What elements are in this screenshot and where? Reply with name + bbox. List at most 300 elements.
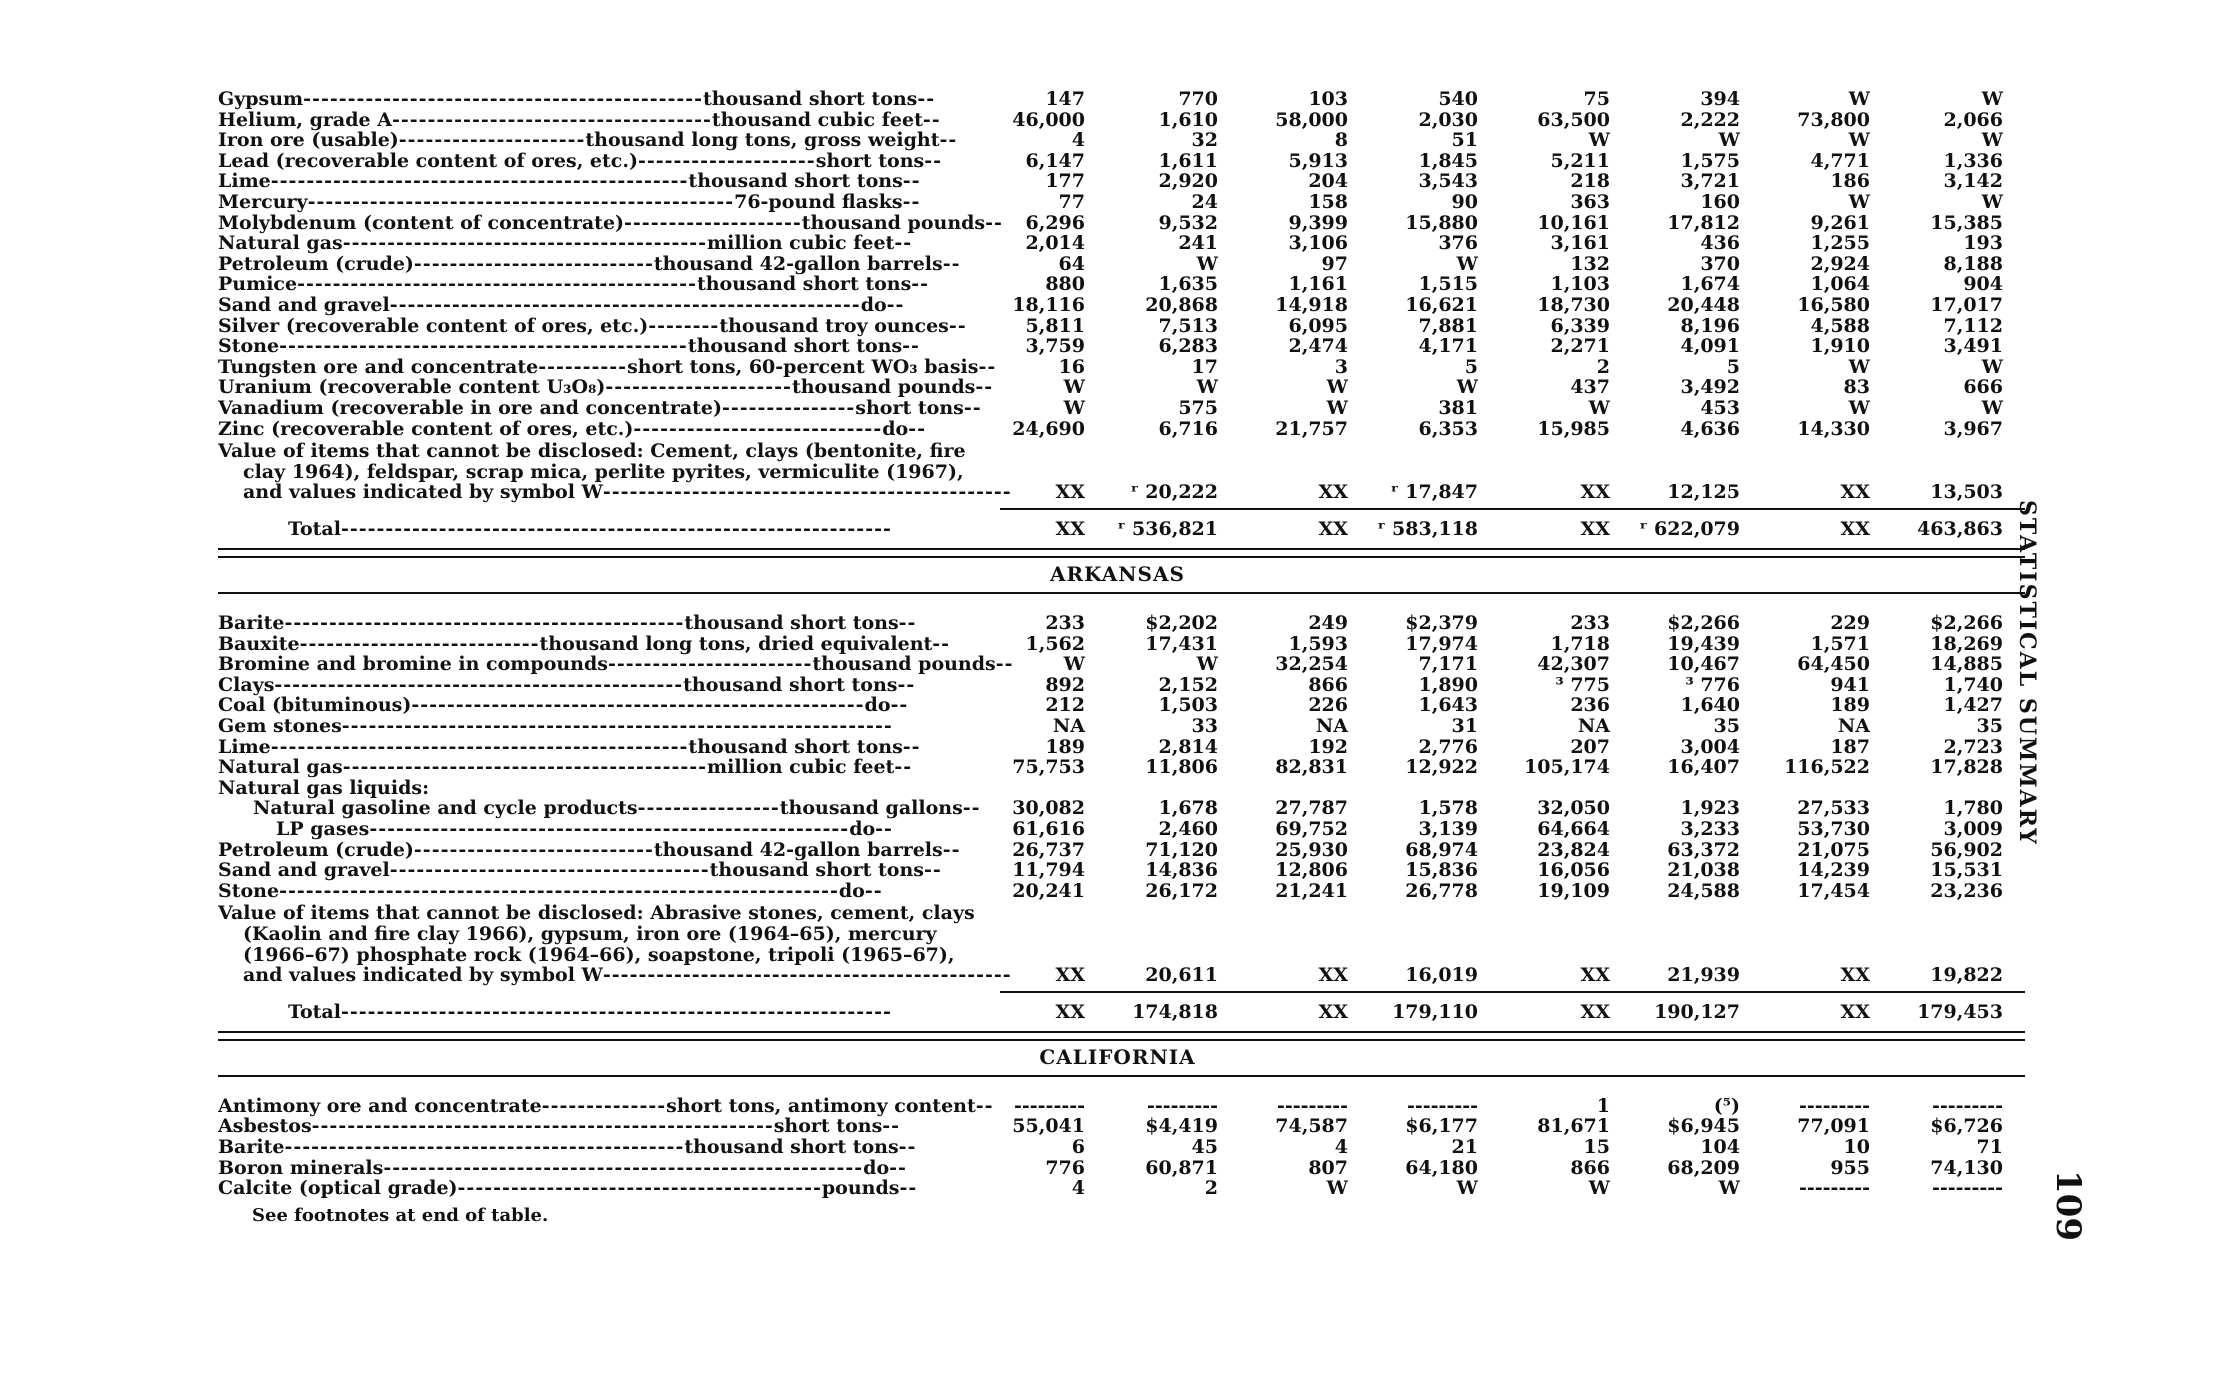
cell-value: XX <box>1840 481 1870 504</box>
table-row <box>210 653 2010 675</box>
cell-value: 187 <box>1830 735 1870 758</box>
cell-value: 14,918 <box>1275 294 1348 316</box>
row-unit: thousand short tons <box>696 273 912 296</box>
row-label-cell <box>218 170 1178 192</box>
row-unit: thousand pounds <box>812 653 996 676</box>
cell-value: 69,752 <box>1275 818 1348 840</box>
row-label: Bromine and bromine in compounds <box>218 653 608 676</box>
cell-value: 16,056 <box>1537 859 1610 882</box>
leader-dots: -------------------- <box>637 149 816 172</box>
undisclosed-line <box>210 923 2010 945</box>
cell-value: 1,740 <box>1943 673 2003 696</box>
cell-value: 26,172 <box>1145 879 1218 902</box>
cell-value: 1,336 <box>1943 149 2003 172</box>
cell-value: 23,236 <box>1930 879 2003 902</box>
row-label: Antimony ore and concentrate <box>218 1094 542 1117</box>
cell-value: W <box>1456 252 1478 275</box>
cell-value: 1,161 <box>1288 273 1348 296</box>
cell-value: 51 <box>1451 129 1478 152</box>
cell-value: 21,757 <box>1275 417 1348 440</box>
total-underline <box>218 548 2025 550</box>
cell-value: 4,771 <box>1810 149 1870 172</box>
cell-value: 7,112 <box>1943 314 2003 337</box>
cell-value: W <box>1063 653 1085 676</box>
cell-value: 15,985 <box>1537 417 1610 440</box>
cell-value: 11,806 <box>1145 756 1218 779</box>
cell-value: W <box>1588 397 1610 419</box>
cell-value: 3,759 <box>1025 335 1085 358</box>
cell-value: 160 <box>1700 191 1740 213</box>
cell-value: 4,091 <box>1680 335 1740 358</box>
row-unit: thousand long tons, dried equivalent <box>539 632 933 655</box>
leader-dots: ----------------------------------------------- <box>270 170 689 193</box>
cell-value: 190,127 <box>1654 1000 1740 1023</box>
cell-value: 8,196 <box>1680 314 1740 337</box>
cell-value: 394 <box>1700 88 1740 110</box>
undisclosed-text-line: and values indicated by symbol W <box>243 481 603 504</box>
table-row <box>210 1177 2010 1199</box>
undisclosed-text-line: (Kaolin and fire clay 1966), gypsum, iron ore (1964–65), mercury <box>243 923 937 945</box>
leader-dots: -- <box>975 376 994 399</box>
leader-dots: -- <box>902 191 921 213</box>
row-label: Sand and gravel <box>218 859 390 882</box>
cell-value: 6,095 <box>1288 314 1348 337</box>
table-row <box>210 859 2010 881</box>
table-row <box>210 273 2010 295</box>
cell-value: 2 <box>1204 1177 1218 1200</box>
row-unit: thousand 42-gallon barrels <box>653 252 943 275</box>
leader-dots: --------------------------------------------- <box>297 273 697 296</box>
cell-value: 1,427 <box>1943 694 2003 717</box>
row-unit: do <box>882 417 909 440</box>
table-row <box>210 1115 2010 1137</box>
leader-dots: ---------------------------------------------- <box>279 335 688 358</box>
cell-value: W <box>1848 88 1870 110</box>
undisclosed-line <box>210 481 2010 503</box>
row-unit: short tons, antimony content <box>666 1094 976 1117</box>
cell-value: W <box>1848 355 1870 378</box>
footnote: See footnotes at end of table. <box>252 1205 549 1226</box>
cell-value: 64,450 <box>1797 653 1870 676</box>
row-label: Mercury <box>218 191 308 213</box>
cell-value: 15,385 <box>1930 211 2003 234</box>
leader-dots: --------------------------------------------- <box>303 88 704 110</box>
row-label: LP gases <box>276 818 370 840</box>
total-rule <box>1000 991 2025 993</box>
cell-value: --------- <box>1147 1094 1218 1117</box>
cell-value: $6,177 <box>1405 1115 1478 1138</box>
leader-dots: ---------------------------------------------- <box>602 481 1012 504</box>
cell-value: 55,041 <box>1012 1115 1085 1138</box>
row-label-cell <box>218 397 1178 419</box>
cell-value: 179,453 <box>1917 1000 2003 1023</box>
cell-value: 16,407 <box>1667 756 1740 779</box>
cell-value: 540 <box>1438 88 1478 110</box>
row-unit: 76-pound flasks <box>734 191 903 213</box>
cell-value: 63,500 <box>1537 108 1610 131</box>
cell-value: NA <box>1837 715 1870 737</box>
row-unit: thousand 42-gallon barrels <box>653 838 943 861</box>
cell-value: 4 <box>1071 1177 1085 1200</box>
cell-value: 233 <box>1570 612 1610 634</box>
table-row <box>210 1095 2010 1117</box>
cell-value: 1,611 <box>1158 149 1218 172</box>
cell-value: 32 <box>1191 129 1218 152</box>
cell-value: 1,575 <box>1680 149 1740 172</box>
cell-value: ʳ 583,118 <box>1377 518 1478 540</box>
leader-dots: -- <box>923 859 942 882</box>
cell-value: 60,871 <box>1145 1156 1218 1179</box>
cell-value: 376 <box>1438 232 1478 255</box>
cell-value: 770 <box>1178 88 1218 110</box>
running-head: STATISTICAL SUMMARY <box>2014 500 2040 846</box>
leader-dots: ---------------------------------------------- <box>274 673 684 696</box>
cell-value: 2,723 <box>1943 735 2003 758</box>
cell-value: XX <box>1055 964 1085 987</box>
cell-value: 3,139 <box>1418 818 1478 840</box>
row-unit: thousand pounds <box>801 211 986 234</box>
row-unit: do <box>849 818 876 840</box>
cell-value: 32,254 <box>1275 653 1348 676</box>
leader-dots: -- <box>874 715 893 737</box>
row-label: Lime <box>218 735 271 758</box>
cell-value: 15,880 <box>1405 211 1478 234</box>
cell-value: 1,923 <box>1680 797 1740 820</box>
row-label-cell <box>218 191 1178 213</box>
cell-value: 5 <box>1726 355 1740 378</box>
cell-value: 2,920 <box>1158 170 1218 193</box>
leader-dots: --------------------------------------------- <box>284 612 685 634</box>
cell-value: 147 <box>1045 88 1085 110</box>
cell-value: W <box>1588 1177 1610 1200</box>
leader-dots: -- <box>886 294 905 316</box>
table-row <box>210 839 2010 861</box>
cell-value: 53,730 <box>1797 818 1870 840</box>
cell-value: 16 <box>1058 355 1085 378</box>
cell-value: ʳ 20,222 <box>1130 481 1218 504</box>
cell-value: 20,611 <box>1145 964 1218 987</box>
leader-dots: -- <box>962 797 981 820</box>
cell-value: 2,474 <box>1288 335 1348 358</box>
cell-value: 8 <box>1334 129 1348 152</box>
cell-value: 58,000 <box>1275 108 1348 131</box>
page-number: 109 <box>2048 1170 2088 1241</box>
table-row <box>210 315 2010 337</box>
cell-value: 880 <box>1045 273 1085 296</box>
cell-value: W <box>1588 129 1610 152</box>
cell-value: 81,671 <box>1537 1115 1610 1138</box>
leader-dots: --------------------- <box>605 376 792 399</box>
cell-value: 4,171 <box>1418 335 1478 358</box>
leader-dots: -- <box>897 673 916 696</box>
cell-value: 174,818 <box>1132 1000 1218 1023</box>
cell-value: 132 <box>1570 252 1610 275</box>
cell-value: 97 <box>1321 252 1348 275</box>
cell-value: 17,974 <box>1405 632 1478 655</box>
undisclosed-text-line: Value of items that cannot be disclosed: Cement, clays (bentonite, fire <box>218 440 966 463</box>
undisclosed-text-line: (1966–67) phosphate rock (1964–66), soapstone, tripoli (1965–67), <box>243 943 955 966</box>
table-row <box>210 335 2010 357</box>
leader-dots: -- <box>942 252 961 275</box>
cell-value: XX <box>1318 481 1348 504</box>
row-label: Helium, grade A <box>218 108 392 131</box>
cell-value: 19,439 <box>1667 632 1740 655</box>
cell-value: 15,531 <box>1930 859 2003 882</box>
cell-value: 381 <box>1438 397 1478 419</box>
leader-dots: --------------------------------------------------- <box>411 694 865 717</box>
leader-dots: -- <box>894 756 913 779</box>
leader-dots: -------------------- <box>624 211 802 234</box>
cell-value: 3,543 <box>1418 170 1478 193</box>
cell-value: 436 <box>1700 232 1740 255</box>
table-row <box>210 376 2010 398</box>
undisclosed-text <box>218 461 1203 483</box>
undisclosed-line <box>210 902 2010 924</box>
row-label: Bauxite <box>218 632 300 655</box>
cell-value: XX <box>1318 964 1348 987</box>
leader-dots: --------------------- <box>398 129 586 152</box>
undisclosed-text <box>218 944 1203 966</box>
row-label-cell <box>218 612 1178 634</box>
cell-value: XX <box>1840 518 1870 540</box>
row-label: Silver (recoverable content of ores, etc.) <box>218 314 649 337</box>
row-unit: short tons, 60-percent WO₃ basis <box>627 355 979 378</box>
cell-value: 1,780 <box>1943 797 2003 820</box>
cell-value: 363 <box>1570 191 1610 213</box>
leader-dots: ------------------------------------ <box>391 108 712 131</box>
cell-value: XX <box>1318 518 1348 540</box>
row-label-cell <box>218 777 1178 799</box>
cell-value: 1 <box>1596 1094 1610 1117</box>
table-row <box>210 633 2010 655</box>
table-row <box>210 170 2010 192</box>
cell-value: 64,180 <box>1405 1156 1478 1179</box>
cell-value: 955 <box>1830 1156 1870 1179</box>
table-row <box>210 777 2010 799</box>
row-label: Pumice <box>218 273 298 296</box>
cell-value: 241 <box>1178 232 1218 255</box>
cell-value: 5,913 <box>1288 149 1348 172</box>
cell-value: 26,778 <box>1405 879 1478 902</box>
cell-value: 27,787 <box>1275 797 1348 820</box>
leader-dots: -- <box>889 1156 907 1179</box>
leader-dots: -- <box>864 879 883 902</box>
row-label-cell <box>218 88 1178 110</box>
cell-value: 4 <box>1334 1136 1348 1158</box>
cell-value: 20,868 <box>1145 294 1218 316</box>
table-row <box>210 612 2010 634</box>
cell-value: W <box>1981 191 2003 213</box>
row-label: Petroleum (crude) <box>218 252 414 275</box>
undisclosed-line <box>210 964 2010 986</box>
cell-value: 26,737 <box>1012 838 1085 861</box>
table-row <box>210 356 2010 378</box>
row-unit: short tons <box>855 397 964 419</box>
leader-dots: -- <box>963 397 982 419</box>
leader-dots: -- <box>902 170 921 193</box>
leader-dots: -------- <box>648 314 720 337</box>
leader-dots: ---------------------------------------------- <box>602 964 1012 987</box>
cell-value: 6,716 <box>1158 417 1218 440</box>
cell-value: 2,271 <box>1550 335 1610 358</box>
undisclosed-text <box>218 923 1203 945</box>
table-row <box>210 212 2010 234</box>
cell-value: 12,806 <box>1275 859 1348 882</box>
cell-value: 23,824 <box>1537 838 1610 861</box>
cell-value: 437 <box>1570 376 1610 399</box>
leader-dots: -- <box>939 129 958 152</box>
cell-value: 3 <box>1334 355 1348 378</box>
cell-value: 5 <box>1464 355 1478 378</box>
leader-dots: -- <box>898 612 917 634</box>
leader-dots: -- <box>875 818 893 840</box>
cell-value: 7,171 <box>1418 653 1478 676</box>
cell-value: ʳ 622,079 <box>1639 518 1740 540</box>
cell-value: 1,515 <box>1418 273 1478 296</box>
leader-dots: ----------------------------------------------- <box>270 735 689 758</box>
cell-value: 103 <box>1308 88 1348 110</box>
leader-dots: ----------------------- <box>607 653 813 676</box>
cell-value: $6,945 <box>1667 1115 1740 1138</box>
row-unit: thousand short tons <box>687 335 903 358</box>
cell-value: 1,064 <box>1810 273 1870 296</box>
undisclosed-text <box>218 481 1203 503</box>
row-label: Lime <box>218 170 271 193</box>
section-rule <box>218 556 2025 558</box>
cell-value: 866 <box>1308 673 1348 696</box>
undisclosed-line <box>210 461 2010 483</box>
cell-value: 177 <box>1045 170 1085 193</box>
cell-value: 4,636 <box>1680 417 1740 440</box>
cell-value: 17,431 <box>1145 632 1218 655</box>
cell-value: NA <box>1052 715 1085 737</box>
row-label-cell <box>218 356 1178 378</box>
undisclosed-text <box>218 902 1178 924</box>
row-label: Natural gas liquids: <box>218 776 430 799</box>
cell-value: 19,109 <box>1537 879 1610 902</box>
cell-value: W <box>1718 129 1740 152</box>
cell-value: W <box>1063 397 1085 419</box>
cell-value: W <box>1981 88 2003 110</box>
row-label: Stone <box>218 335 280 358</box>
cell-value: 61,616 <box>1012 818 1085 840</box>
leader-dots: -- <box>932 632 951 655</box>
row-unit: thousand cubic feet <box>711 108 923 131</box>
leader-dots: ---------------------------------------------------- <box>311 1115 774 1138</box>
cell-value: NA <box>1315 715 1348 737</box>
cell-value: 32,050 <box>1537 797 1610 820</box>
cell-value: 10,161 <box>1537 211 1610 234</box>
leader-dots: --------------------------------------------- <box>284 1136 685 1158</box>
cell-value: 17,454 <box>1797 879 1870 902</box>
cell-value: 1,845 <box>1418 149 1478 172</box>
cell-value: --------- <box>1799 1094 1870 1117</box>
cell-value: 45 <box>1191 1136 1218 1158</box>
section-rule <box>218 1039 2025 1041</box>
cell-value: 1,890 <box>1418 673 1478 696</box>
row-unit: million cubic feet <box>707 232 895 255</box>
cell-value: 30,082 <box>1012 797 1085 820</box>
cell-value: 1,103 <box>1550 273 1610 296</box>
row-label: Vanadium (recoverable in ore and concentrate) <box>218 397 722 419</box>
cell-value: 104 <box>1700 1136 1740 1158</box>
row-unit: thousand short tons <box>688 735 903 758</box>
cell-value: W <box>1848 191 1870 213</box>
cell-value: 90 <box>1451 191 1478 213</box>
row-unit: thousand short tons <box>709 859 924 882</box>
cell-value: 204 <box>1308 170 1348 193</box>
cell-value: 24,588 <box>1667 879 1740 902</box>
cell-value: 8,188 <box>1943 252 2003 275</box>
cell-value: W <box>1981 355 2003 378</box>
cell-value: 74,130 <box>1930 1156 2003 1179</box>
table-row <box>210 797 2010 819</box>
cell-value: --------- <box>1799 1177 1870 1200</box>
cell-value: 233 <box>1045 612 1085 634</box>
cell-value: 18,730 <box>1537 294 1610 316</box>
leader-dots: -- <box>975 1094 994 1117</box>
row-label: Tungsten ore and concentrate <box>218 355 539 378</box>
row-label-cell <box>218 715 1178 737</box>
cell-value: 15 <box>1583 1136 1610 1158</box>
leader-dots: ------------------------------------------------ <box>307 191 735 213</box>
cell-value: W <box>1196 252 1218 275</box>
row-unit: thousand short tons <box>684 612 899 634</box>
leader-dots: ----------------------------------------------------- <box>389 294 861 316</box>
cell-value: --------- <box>1277 1094 1348 1117</box>
cell-value: 3,004 <box>1680 735 1740 758</box>
cell-value: 1,910 <box>1810 335 1870 358</box>
cell-value: 12,125 <box>1667 481 1740 504</box>
cell-value: 9,399 <box>1288 211 1348 234</box>
cell-value: 64 <box>1058 252 1085 275</box>
leader-dots: -- <box>894 232 913 255</box>
table-row <box>210 150 2010 172</box>
cell-value: 192 <box>1308 735 1348 758</box>
undisclosed-text-line: and values indicated by symbol W <box>243 964 603 987</box>
row-unit: thousand short tons <box>683 673 898 696</box>
section-title: CALIFORNIA <box>1039 1044 1196 1069</box>
leader-dots: ---------------------------- <box>633 417 883 440</box>
undisclosed-text <box>218 440 1178 462</box>
cell-value: 1,610 <box>1158 108 1218 131</box>
leader-dots: ----------------------------------------- <box>457 1177 822 1200</box>
cell-value: 3,009 <box>1943 818 2003 840</box>
cell-value: 18,116 <box>1012 294 1085 316</box>
cell-value: W <box>1326 1177 1348 1200</box>
cell-value: 2,460 <box>1158 818 1218 840</box>
cell-value: 73,800 <box>1797 108 1870 131</box>
cell-value: ʳ 17,847 <box>1390 481 1478 504</box>
cell-value: 207 <box>1570 735 1610 758</box>
row-label-cell <box>218 736 1178 758</box>
leader-dots: -- <box>948 314 967 337</box>
cell-value: 1,674 <box>1680 273 1740 296</box>
cell-value: 866 <box>1570 1156 1610 1179</box>
leader-dots: --------------------------- <box>299 632 540 655</box>
leader-dots: ------------------------------------ <box>389 859 710 882</box>
cell-value: --------- <box>1014 1094 1085 1117</box>
cell-value: 1,635 <box>1158 273 1218 296</box>
row-label-cell <box>218 1177 1178 1199</box>
row-label: Gem stones <box>218 715 342 737</box>
cell-value: 229 <box>1830 612 1870 634</box>
table-row <box>210 1136 2010 1158</box>
cell-value: $2,202 <box>1145 612 1218 634</box>
leader-dots: -- <box>898 1136 917 1158</box>
cell-value: $2,266 <box>1667 612 1740 634</box>
cell-value: 212 <box>1045 694 1085 717</box>
